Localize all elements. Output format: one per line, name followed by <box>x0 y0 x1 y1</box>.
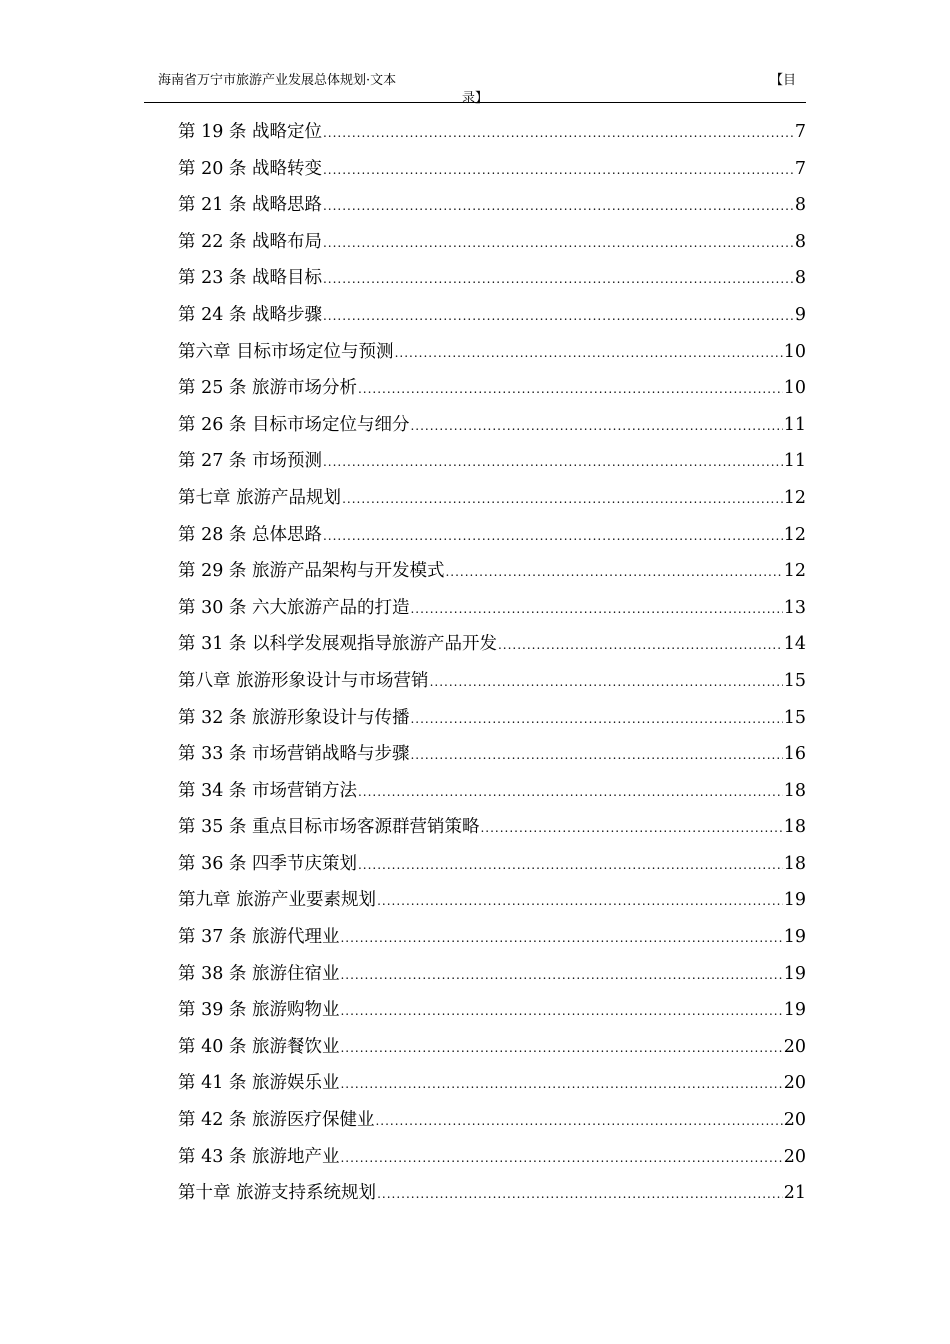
toc-entry-page: 9 <box>794 304 806 325</box>
toc-entry-title: 第 24 条 战略步骤 <box>178 304 322 325</box>
toc-entry-page: 8 <box>794 231 806 252</box>
toc-entry-title: 第 19 条 战略定位 <box>178 122 322 142</box>
toc-entry-page: 8 <box>794 268 806 289</box>
toc-entry-title: 第 43 条 旅游地产业 <box>178 1146 340 1167</box>
toc-entry-page: 13 <box>783 597 806 618</box>
toc-entry[interactable] <box>178 447 806 484</box>
toc-entry-title: 第八章 旅游形象设计与市场营销 <box>178 670 429 691</box>
toc-entry-title: 第 36 条 四季节庆策划 <box>178 853 357 874</box>
toc-entry-page: 14 <box>783 634 806 655</box>
toc-entry-page: 18 <box>783 853 806 874</box>
toc-dot-leader <box>323 126 794 140</box>
toc-entry-title: 第 25 条 旅游市场分析 <box>178 378 357 399</box>
page-header <box>144 62 806 106</box>
toc-dot-leader <box>323 236 794 250</box>
toc-dot-leader <box>480 821 782 835</box>
toc-dot-leader <box>377 1187 783 1201</box>
toc-dot-leader <box>342 492 783 506</box>
toc-entry-page: 12 <box>783 524 806 545</box>
toc-dot-leader <box>323 272 794 286</box>
toc-dot-leader <box>340 1004 782 1018</box>
toc-entry-title: 第七章 旅游产品规划 <box>178 487 342 508</box>
toc-dot-leader <box>358 785 783 799</box>
toc-entry-title: 第 20 条 战略转变 <box>178 158 322 179</box>
toc-entry[interactable] <box>178 813 806 850</box>
toc-entry[interactable] <box>178 521 806 558</box>
toc-dot-leader <box>340 968 782 982</box>
toc-entry[interactable] <box>178 118 806 155</box>
toc-dot-leader <box>410 712 782 726</box>
toc-entry-title: 第 31 条 以科学发展观指导旅游产品开发 <box>178 634 497 655</box>
toc-entry-page: 11 <box>783 451 806 472</box>
toc-entry-page: 10 <box>783 341 806 362</box>
toc-entry-title: 第 38 条 旅游住宿业 <box>178 963 340 984</box>
toc-entry[interactable] <box>178 338 806 375</box>
toc-entry-title: 第九章 旅游产业要素规划 <box>178 890 377 911</box>
toc-entry[interactable] <box>178 667 806 704</box>
toc-entry-page: 12 <box>783 561 806 582</box>
toc-entry[interactable] <box>178 1069 806 1106</box>
toc-entry-page: 18 <box>783 780 806 801</box>
toc-entry-page: 7 <box>794 122 806 142</box>
toc-entry-page: 10 <box>783 378 806 399</box>
toc-entry[interactable] <box>178 594 806 631</box>
toc-entry-page: 15 <box>783 707 806 728</box>
toc-dot-leader <box>340 1077 782 1091</box>
toc-entry-title: 第 35 条 重点目标市场客源群营销策略 <box>178 817 480 838</box>
toc-entry-title: 第 30 条 六大旅游产品的打造 <box>178 597 410 618</box>
toc-entry[interactable] <box>178 155 806 192</box>
toc-entry[interactable] <box>178 704 806 741</box>
toc-entry[interactable] <box>178 411 806 448</box>
toc-dot-leader <box>323 529 783 543</box>
header-title: 海南省万宁市旅游产业发展总体规划·文本 <box>158 73 397 88</box>
toc-dot-leader <box>498 638 783 652</box>
toc-entry[interactable] <box>178 777 806 814</box>
toc-entry-page: 15 <box>783 670 806 691</box>
toc-entry[interactable] <box>178 1179 806 1216</box>
toc-entry-title: 第 40 条 旅游餐饮业 <box>178 1036 340 1057</box>
toc-dot-leader <box>323 163 794 177</box>
toc-dot-leader <box>323 455 783 469</box>
toc-entry[interactable] <box>178 923 806 960</box>
toc-entry[interactable] <box>178 191 806 228</box>
toc-dot-leader <box>377 894 783 908</box>
toc-entry-title: 第 34 条 市场营销方法 <box>178 780 357 801</box>
toc-dot-leader <box>375 1114 782 1128</box>
toc-entry-title: 第 22 条 战略布局 <box>178 231 322 252</box>
toc-entry[interactable] <box>178 850 806 887</box>
toc-entry[interactable] <box>178 301 806 338</box>
toc-entry-page: 11 <box>783 414 806 435</box>
toc-entry-page: 20 <box>783 1036 806 1057</box>
toc-dot-leader <box>445 565 782 579</box>
toc-entry[interactable] <box>178 740 806 777</box>
toc-entry[interactable] <box>178 960 806 997</box>
toc-entry-page: 19 <box>783 1000 806 1021</box>
toc-entry-page: 16 <box>783 744 806 765</box>
toc-entry-page: 19 <box>783 927 806 948</box>
toc-entry-title: 第 29 条 旅游产品架构与开发模式 <box>178 561 445 582</box>
toc-entry-title: 第 23 条 战略目标 <box>178 268 322 289</box>
toc-entry-page: 20 <box>783 1110 806 1131</box>
toc-entry-title: 第 37 条 旅游代理业 <box>178 927 340 948</box>
toc-entry-title: 第六章 目标市场定位与预测 <box>178 341 394 362</box>
toc-entry-title: 第 41 条 旅游娱乐业 <box>178 1073 340 1094</box>
toc-dot-leader <box>340 1041 782 1055</box>
toc-entry-title: 第 28 条 总体思路 <box>178 524 322 545</box>
toc-entry-page: 20 <box>783 1146 806 1167</box>
toc-dot-leader <box>358 382 783 396</box>
toc-entry-page: 20 <box>783 1073 806 1094</box>
toc-entry-page: 19 <box>783 890 806 911</box>
toc-entry-title: 第 42 条 旅游医疗保健业 <box>178 1110 375 1131</box>
toc-dot-leader <box>410 419 782 433</box>
toc-entry-title: 第十章 旅游支持系统规划 <box>178 1183 377 1204</box>
toc-dot-leader <box>410 602 782 616</box>
toc-entry-title: 第 26 条 目标市场定位与细分 <box>178 414 410 435</box>
toc-entry[interactable] <box>178 886 806 923</box>
toc-entry[interactable] <box>178 374 806 411</box>
toc-entry[interactable] <box>178 630 806 667</box>
toc-dot-leader <box>430 675 783 689</box>
toc-entry-page: 12 <box>783 487 806 508</box>
toc-entry[interactable] <box>178 228 806 265</box>
toc-dot-leader <box>340 1151 782 1165</box>
toc-entry[interactable] <box>178 557 806 594</box>
toc-dot-leader <box>340 931 782 945</box>
table-of-contents <box>178 118 806 1216</box>
toc-entry[interactable] <box>178 484 806 521</box>
toc-entry-page: 8 <box>794 195 806 216</box>
toc-dot-leader <box>358 858 783 872</box>
toc-entry-title: 第 21 条 战略思路 <box>178 195 322 216</box>
toc-dot-leader <box>395 346 783 360</box>
toc-entry-title: 第 32 条 旅游形象设计与传播 <box>178 707 410 728</box>
toc-entry[interactable] <box>178 1106 806 1143</box>
toc-dot-leader <box>323 309 794 323</box>
toc-entry-page: 19 <box>783 963 806 984</box>
toc-dot-leader <box>410 748 782 762</box>
toc-entry[interactable] <box>178 264 806 301</box>
toc-entry-title: 第 39 条 旅游购物业 <box>178 1000 340 1021</box>
toc-dot-leader <box>323 199 794 213</box>
toc-entry-page: 18 <box>783 817 806 838</box>
toc-entry[interactable] <box>178 1143 806 1180</box>
header-section-close: 录】 <box>462 91 489 106</box>
toc-entry[interactable] <box>178 996 806 1033</box>
toc-entry-page: 7 <box>794 158 806 179</box>
toc-entry[interactable] <box>178 1033 806 1070</box>
toc-entry-title: 第 27 条 市场预测 <box>178 451 322 472</box>
toc-entry-page: 21 <box>783 1183 806 1204</box>
toc-entry-title: 第 33 条 市场营销战略与步骤 <box>178 744 410 765</box>
header-section-open: 【目 <box>770 73 797 88</box>
